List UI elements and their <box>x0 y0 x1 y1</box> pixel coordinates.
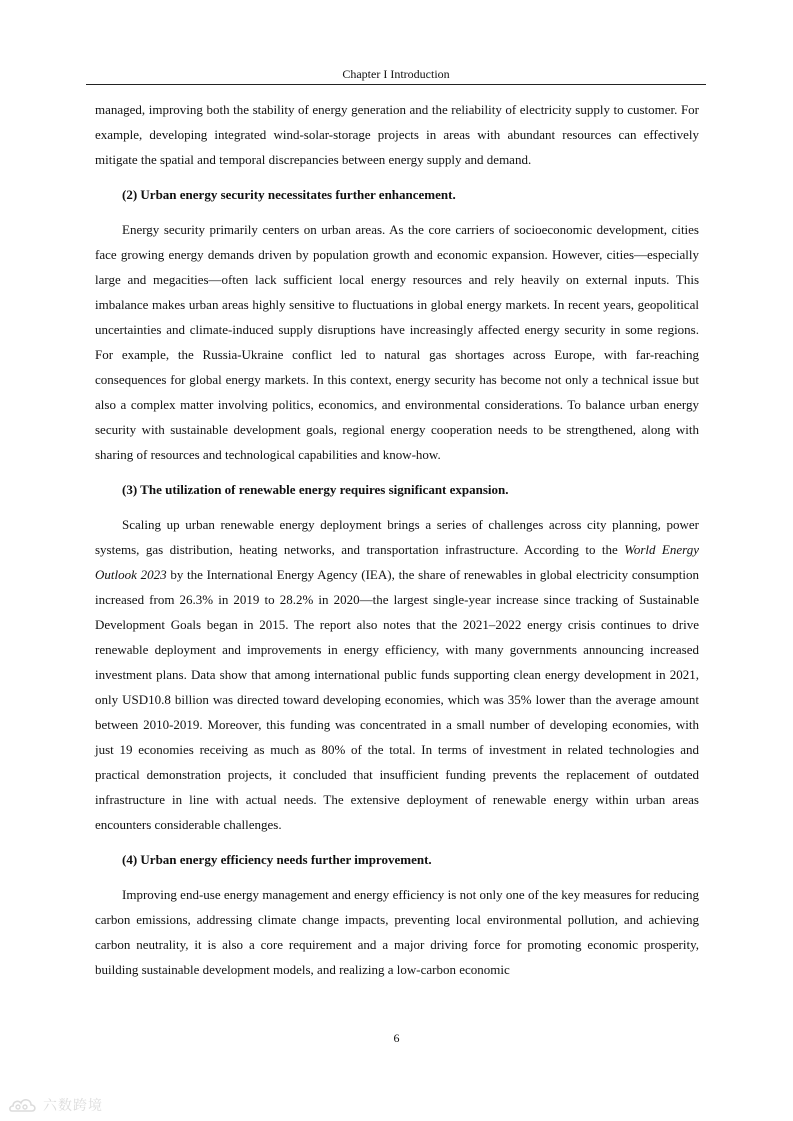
paragraph-renewable-text-start: Scaling up urban renewable energy deployment brings a series of challenges across city planning, power systems, gas distribution, heating networks, and transportation infrastructure. According to the <box>95 517 699 557</box>
watermark <box>8 1094 103 1116</box>
section-heading-energy-security: (2) Urban energy security necessitates further enhancement. <box>122 187 456 202</box>
header-rule <box>86 84 706 85</box>
running-header: Chapter I Introduction <box>342 67 450 81</box>
paragraph-renewable-energy <box>95 512 699 837</box>
paragraph-continuation: managed, improving both the stability of energy generation and the reliability of electricity supply to customer. For example, developing integrated wind-solar-storage projects in areas with abundant resources can effectively mitigate the spatial and temporal discrepancies between energy supply and demand. <box>95 102 699 167</box>
page-body <box>95 97 699 982</box>
report-title-italic: World Energy Outlook 2023 <box>95 542 699 582</box>
watermark-text: 六数跨境 <box>43 1098 103 1114</box>
section-heading-energy-efficiency: (4) Urban energy efficiency needs further improvement. <box>122 852 432 867</box>
paragraph-energy-security: Energy security primarily centers on urban areas. As the core carriers of socioeconomic development, cities face growing energy demands driven by population growth and economic expansion. However, cities—especially large and megacities—often lack sufficient local energy resources and rely heavily on external inputs. This imbalance makes urban areas highly sensitive to fluctuations in global energy markets. In recent years, geopolitical uncertainties and climate-induced supply disruptions have increasingly affected energy security in some regions. For example, the Russia-Ukraine conflict led to natural gas shortages across Europe, with far-reaching consequences for global energy markets. In this context, energy security has become not only a technical issue but also a complex matter involving politics, economics, and environmental considerations. To balance urban energy security with sustainable development goals, regional energy cooperation needs to be strengthened, along with sharing of resources and technological capabilities and know-how. <box>95 222 699 462</box>
paragraph-energy-efficiency: Improving end-use energy management and energy efficiency is not only one of the key measures for reducing carbon emissions, addressing climate change impacts, preventing local environmental pollution, and achieving carbon neutrality, it is also a core requirement and a major driving force for promoting economic prosperity, building sustainable development models, and realizing a low-carbon economic <box>95 887 699 977</box>
section-heading-renewable-energy: (3) The utilization of renewable energy requires significant expansion. <box>122 482 509 497</box>
paragraph-renewable-text-end: by the International Energy Agency (IEA), the share of renewables in global electricity consumption increased from 26.3% in 2019 to 28.2% in 2020—the largest single-year increase since tracking of Sustainable Development Goals began in 2015. The report also notes that the 2021–2022 energy crisis continues to drive renewable deployment and improvements in energy efficiency, with many governments announcing increased investment plans. Data show that among international public funds supporting clean energy development in 2021, only USD10.8 billion was directed toward developing economies, which was 35% lower than the average amount between 2010-2019. Moreover, this funding was concentrated in a small number of developing economies, with just 19 economies receiving as much as 80% of the total. In terms of investment in related technologies and practical demonstration projects, it concluded that insufficient funding prevents the replacement of outdated infrastructure in line with actual needs. The extensive deployment of renewable energy within urban areas encounters considerable challenges. <box>95 567 699 832</box>
page-number: 6 <box>393 1031 400 1045</box>
cloud-logo-icon <box>8 1095 40 1115</box>
